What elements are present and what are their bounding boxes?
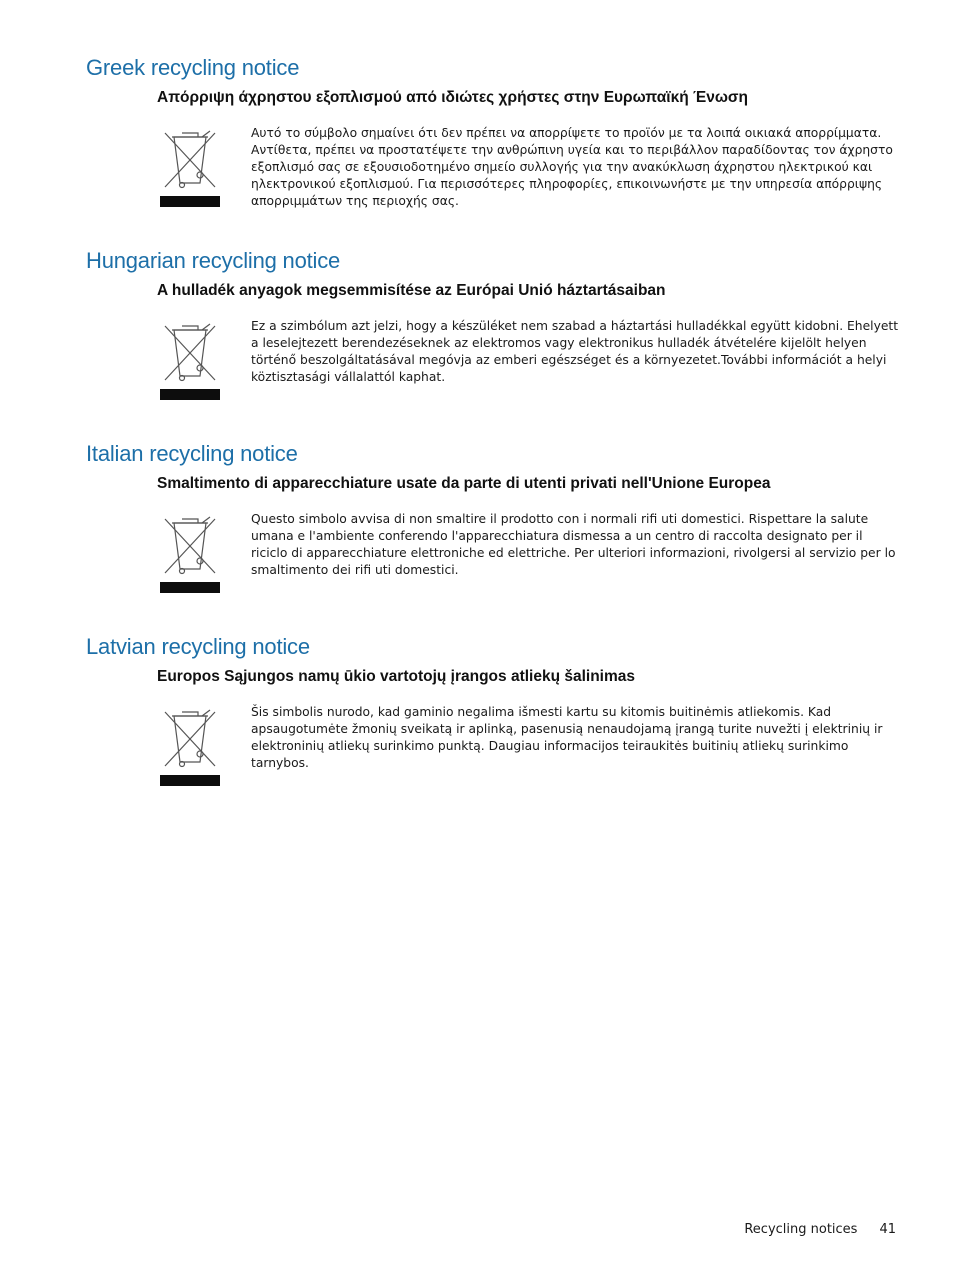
section-title: Greek recycling notice: [86, 55, 300, 80]
section-subtitle: Απόρριψη άχρηστου εξοπλισμού από ιδιώτες χρήστες στην Ευρωπαϊκή Ένωση: [157, 89, 748, 106]
section-title: Hungarian recycling notice: [86, 248, 341, 273]
section-subtitle: A hulladék anyagok megsemmisítése az Európai Unió háztartásaiban: [157, 282, 666, 299]
page-number: 41: [879, 1222, 896, 1237]
section-subtitle: Smaltimento di apparecchiature usate da parte di utenti privati nell'Unione Europea: [157, 475, 771, 492]
crossed-out-wheelie-bin-icon: [160, 704, 220, 788]
crossed-out-wheelie-bin-icon: [160, 318, 220, 402]
section-body: Ez a szimbólum azt jelzi, hogy a készüléket nem szabad a háztartási hulladékkal együtt kidobni. Ehelyett a leselejtezett berendezéseknek az elektromos vagy elektronikus hulladék átvételére kijelölt helyen történő beszolgáltatásával megóvja az emberi egészséget és a környezetet.További információt a helyi köztisztasági vállalattól kaphat.: [251, 319, 899, 384]
section-title: Latvian recycling notice: [86, 634, 310, 659]
section-body: Questo simbolo avvisa di non smaltire il prodotto con i normali rifi uti domestici. Rispettare la salute umana e l'ambiente conferendo l'apparecchiatura dismessa a un centro di raccolta designato per il riciclo di apparecchiature elettroniche ed elettriche. Per ulteriori informazioni, rivolgersi al servizio per lo smaltimento dei rifi uti domestici.: [251, 512, 896, 577]
section-body: Αυτό το σύμβολο σημαίνει ότι δεν πρέπει να απορρίψετε το προϊόν με τα λοιπά οικιακά απορρίμματα. Αντίθετα, πρέπει να προστατέψετε την ανθρώπινη υγεία και το περιβάλλον παραδίδοντας τον άχρηστο εξοπλισμό σας σε εξουσιοδοτημένο σημείο συλλογής για την ανακύκλωση άχρηστου ηλεκτρικού και ηλεκτρονικού εξοπλισμού. Για περισσότερες πληροφορίες, επικοινωνήστε με την υπηρεσία απόρριψης απορριμμάτων της περιοχής σας.: [251, 126, 893, 208]
crossed-out-wheelie-bin-icon: [160, 511, 220, 595]
section-body: Šis simbolis nurodo, kad gaminio negalima išmesti kartu su kitomis buitinėmis atliekomis. Kad apsaugotumėte žmonių sveikatą ir aplinką, pasenusią nenaudojamą įrangą turite nuvežti į elektrinių ir elektroninių atliekų surinkimo punktą. Daugiau informacijos teiraukitės buitinių atliekų surinkimo tarnybos.: [251, 705, 883, 770]
crossed-out-wheelie-bin-icon: [160, 125, 220, 209]
section-title: Italian recycling notice: [86, 441, 298, 466]
footer-label: Recycling notices: [744, 1222, 858, 1237]
page-footer: [744, 1222, 896, 1237]
section-subtitle: Europos Sąjungos namų ūkio vartotojų įrangos atliekų šalinimas: [157, 668, 636, 685]
